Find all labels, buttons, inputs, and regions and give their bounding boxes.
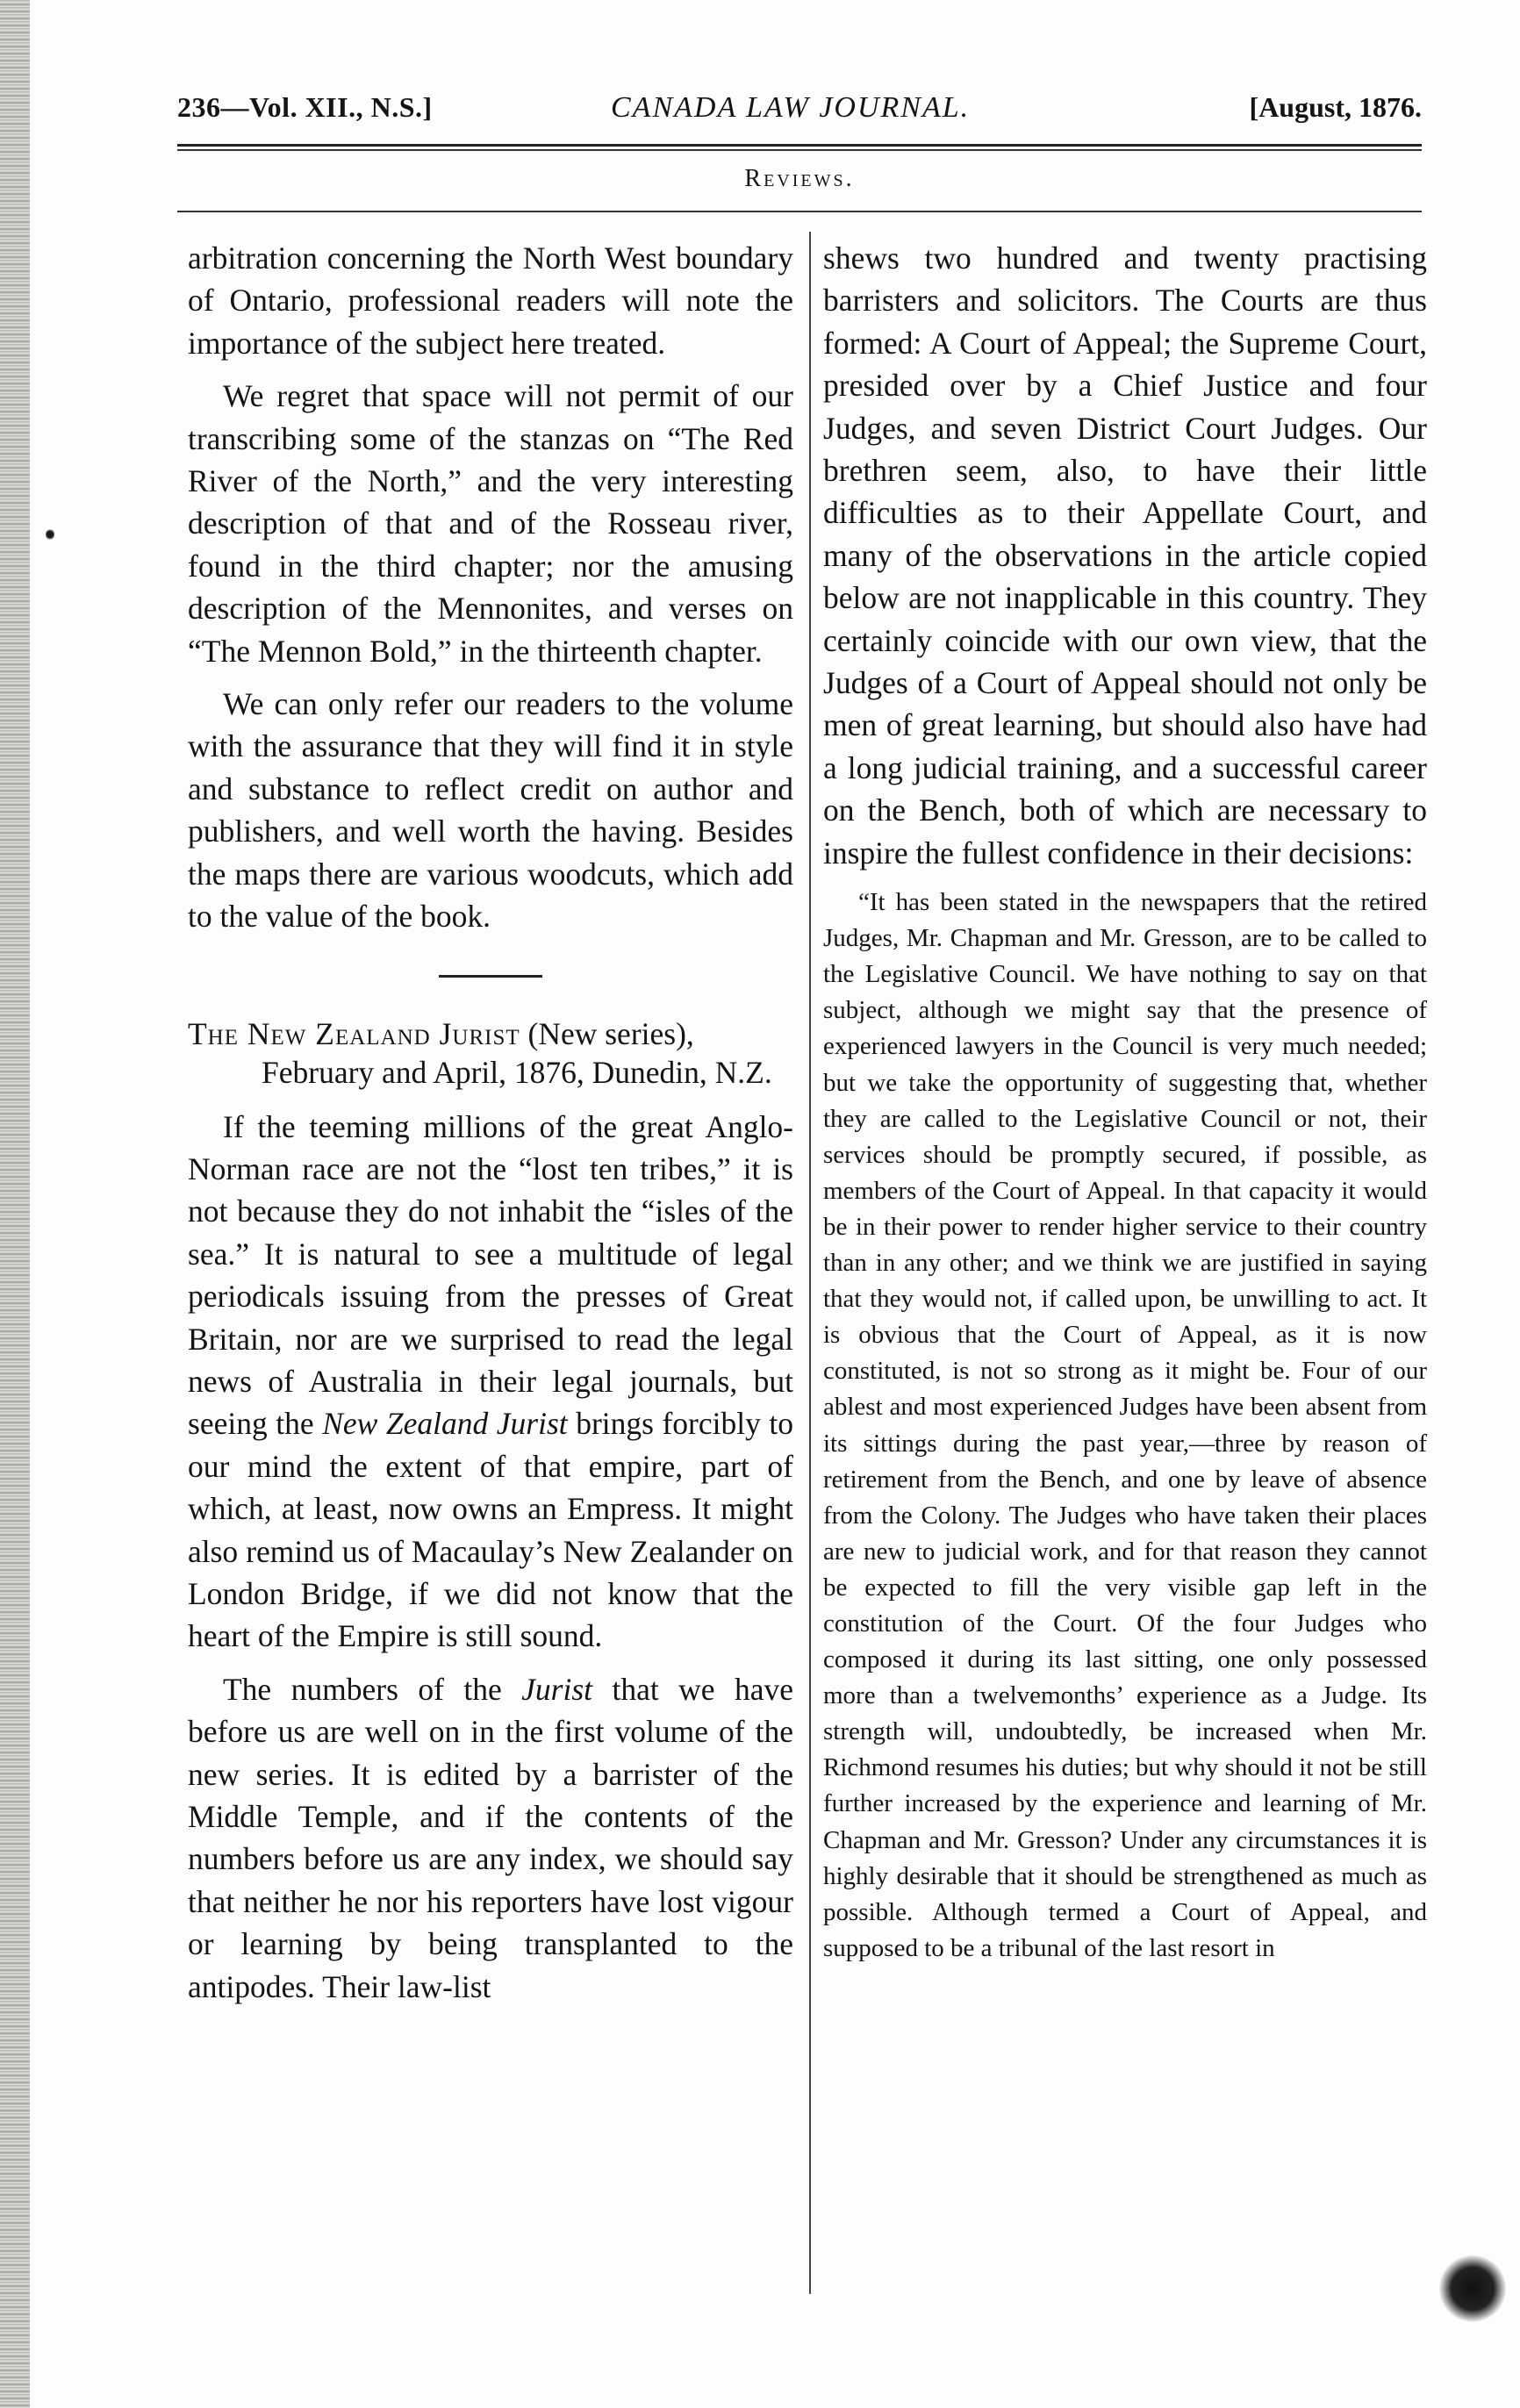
section-heading: Reviews. xyxy=(744,165,855,192)
left-paragraph-4 xyxy=(188,1106,793,1658)
page-volume-label: 236—Vol. XII., N.S.] xyxy=(177,91,433,123)
column-divider xyxy=(809,232,811,2294)
section-rule xyxy=(177,211,1422,212)
right-column xyxy=(823,237,1427,1967)
left-paragraph-5-start: The numbers of the xyxy=(223,1671,502,1707)
review-title xyxy=(188,1014,793,1092)
left-paragraph-5-end: that we have before us are well on in the first volume of the new series. It is edited by a barrister of the Middle Temple, and if the contents of the numbers before us are any index, we should say that neither he nor his reporters have lost vigour or learning by being transplanted to the antipodes. Their law-list xyxy=(188,1671,794,2004)
review-separator-rule xyxy=(439,975,542,978)
left-paragraph-4-start: If the teeming millions of the great Anglo-Norman race are not the “lost ten tribes,” it is not because they do not inhabit the “isles of the sea.” It is natural to see a multitude of legal periodicals issuing from the presses of Great Britain, nor are we surprised to read the legal news of Australia in their legal journals, but seeing the xyxy=(188,1108,793,1442)
left-paragraph-3: We can only refer our readers to the volume with the assurance that they will find it in style and substance to reflect credit on author and publishers, and well worth the having. Besides the maps there are various woodcuts, which add to the value of the book. xyxy=(188,686,793,935)
left-paragraph-5-italic: Jurist xyxy=(521,1671,593,1707)
left-paragraph-4-end: brings forcibly to our mind the extent of that empire, part of which, at least, now owns an Empress. It might also remind us of Macaulay’s New Zealander on London Bridge, if we did not know that the heart of the Empire is still sound. xyxy=(188,1406,794,1654)
right-quotation: “It has been stated in the newspapers that the retired Judges, Mr. Chapman and Mr. Gresson, are to be called to the Legislative Council. We have nothing to say on that subject, although we might say that the presence of experienced lawyers in the Council is very much needed; but we take the opportunity of suggesting that, whether they are called to the Legislative Council or not, their services should be promptly secured, if possible, as members of the Court of Appeal. In that capacity it would be in their power to render higher service to their country than in any other; and we think we are justified in saying that they would not, if called upon, be unwilling to act. It is obvious that the Court of Appeal, as it is now constituted, is not so strong as it might be. Four of our ablest and most experienced Judges have been absent from its sittings during the past year,—three by reason of retirement from the Bench, and one by leave of absence from the Colony. The Judges who have taken their places are new to judicial work, and for that reason they cannot be expected to fill the very visible gap left in the constitution of the Court. Of the four Judges who composed it during its last sitting, one only possessed more than a twelvemonths’ experience as a Judge. Its strength will, undoubtedly, be increased when Mr. Richmond resumes his duties; but why should it not be still further increased by the experience and learning of Mr. Chapman and Mr. Gresson? Under any circumstances it is highly desirable that it should be strengthened as much as possible. Although termed a Court of Appeal, and supposed to be a tribunal of the last resort in xyxy=(823,888,1427,1962)
ink-blot xyxy=(1439,2255,1506,2322)
left-paragraph-1: arbitration concerning the North West boundary of Ontario, professional readers will note the importance of the subject here treated. xyxy=(188,240,793,361)
running-header xyxy=(177,91,1422,144)
left-column xyxy=(188,237,793,2008)
ink-speck xyxy=(46,528,54,541)
review-title-details: (New series), February and April, 1876, Dunedin, N.Z. xyxy=(262,1015,772,1090)
left-paragraph-2: We regret that space will not permit of our transcribing some of the stanzas on “The Red River of the North,” and the very interesting description of that and of the Rosseau river, found in the third chapter; nor the amusing description of the Mennonites, and verses on “The Mennon Bold,” in the thirteenth chapter. xyxy=(188,378,793,669)
left-paragraph-5 xyxy=(188,1668,793,2008)
review-title-journal: The New Zealand Jurist xyxy=(188,1015,520,1051)
header-double-rule xyxy=(177,144,1422,151)
journal-title: CANADA LAW JOURNAL. xyxy=(611,91,971,124)
left-paragraph-4-italic: New Zealand Jurist xyxy=(322,1406,568,1442)
right-paragraph-1: shews two hundred and twenty practising barristers and solicitors. The Courts are thus formed: A Court of Appeal; the Supreme Court, presided over by a Chief Justice and four Judges, and seven District Court Judges. Our brethren seem, also, to have their little difficulties as to their Appellate Court, and many of the observations in the article copied below are not inapplicable in this country. They certainly coincide with our own view, that the Judges of a Court of Appeal should not only be men of great learning, but should also have had a long judicial training, and a successful career on the Bench, both of which are necessary to inspire the fullest confidence in their decisions: xyxy=(823,240,1427,871)
scan-edge-shadow xyxy=(0,0,30,2408)
issue-date: [August, 1876. xyxy=(1249,91,1422,123)
